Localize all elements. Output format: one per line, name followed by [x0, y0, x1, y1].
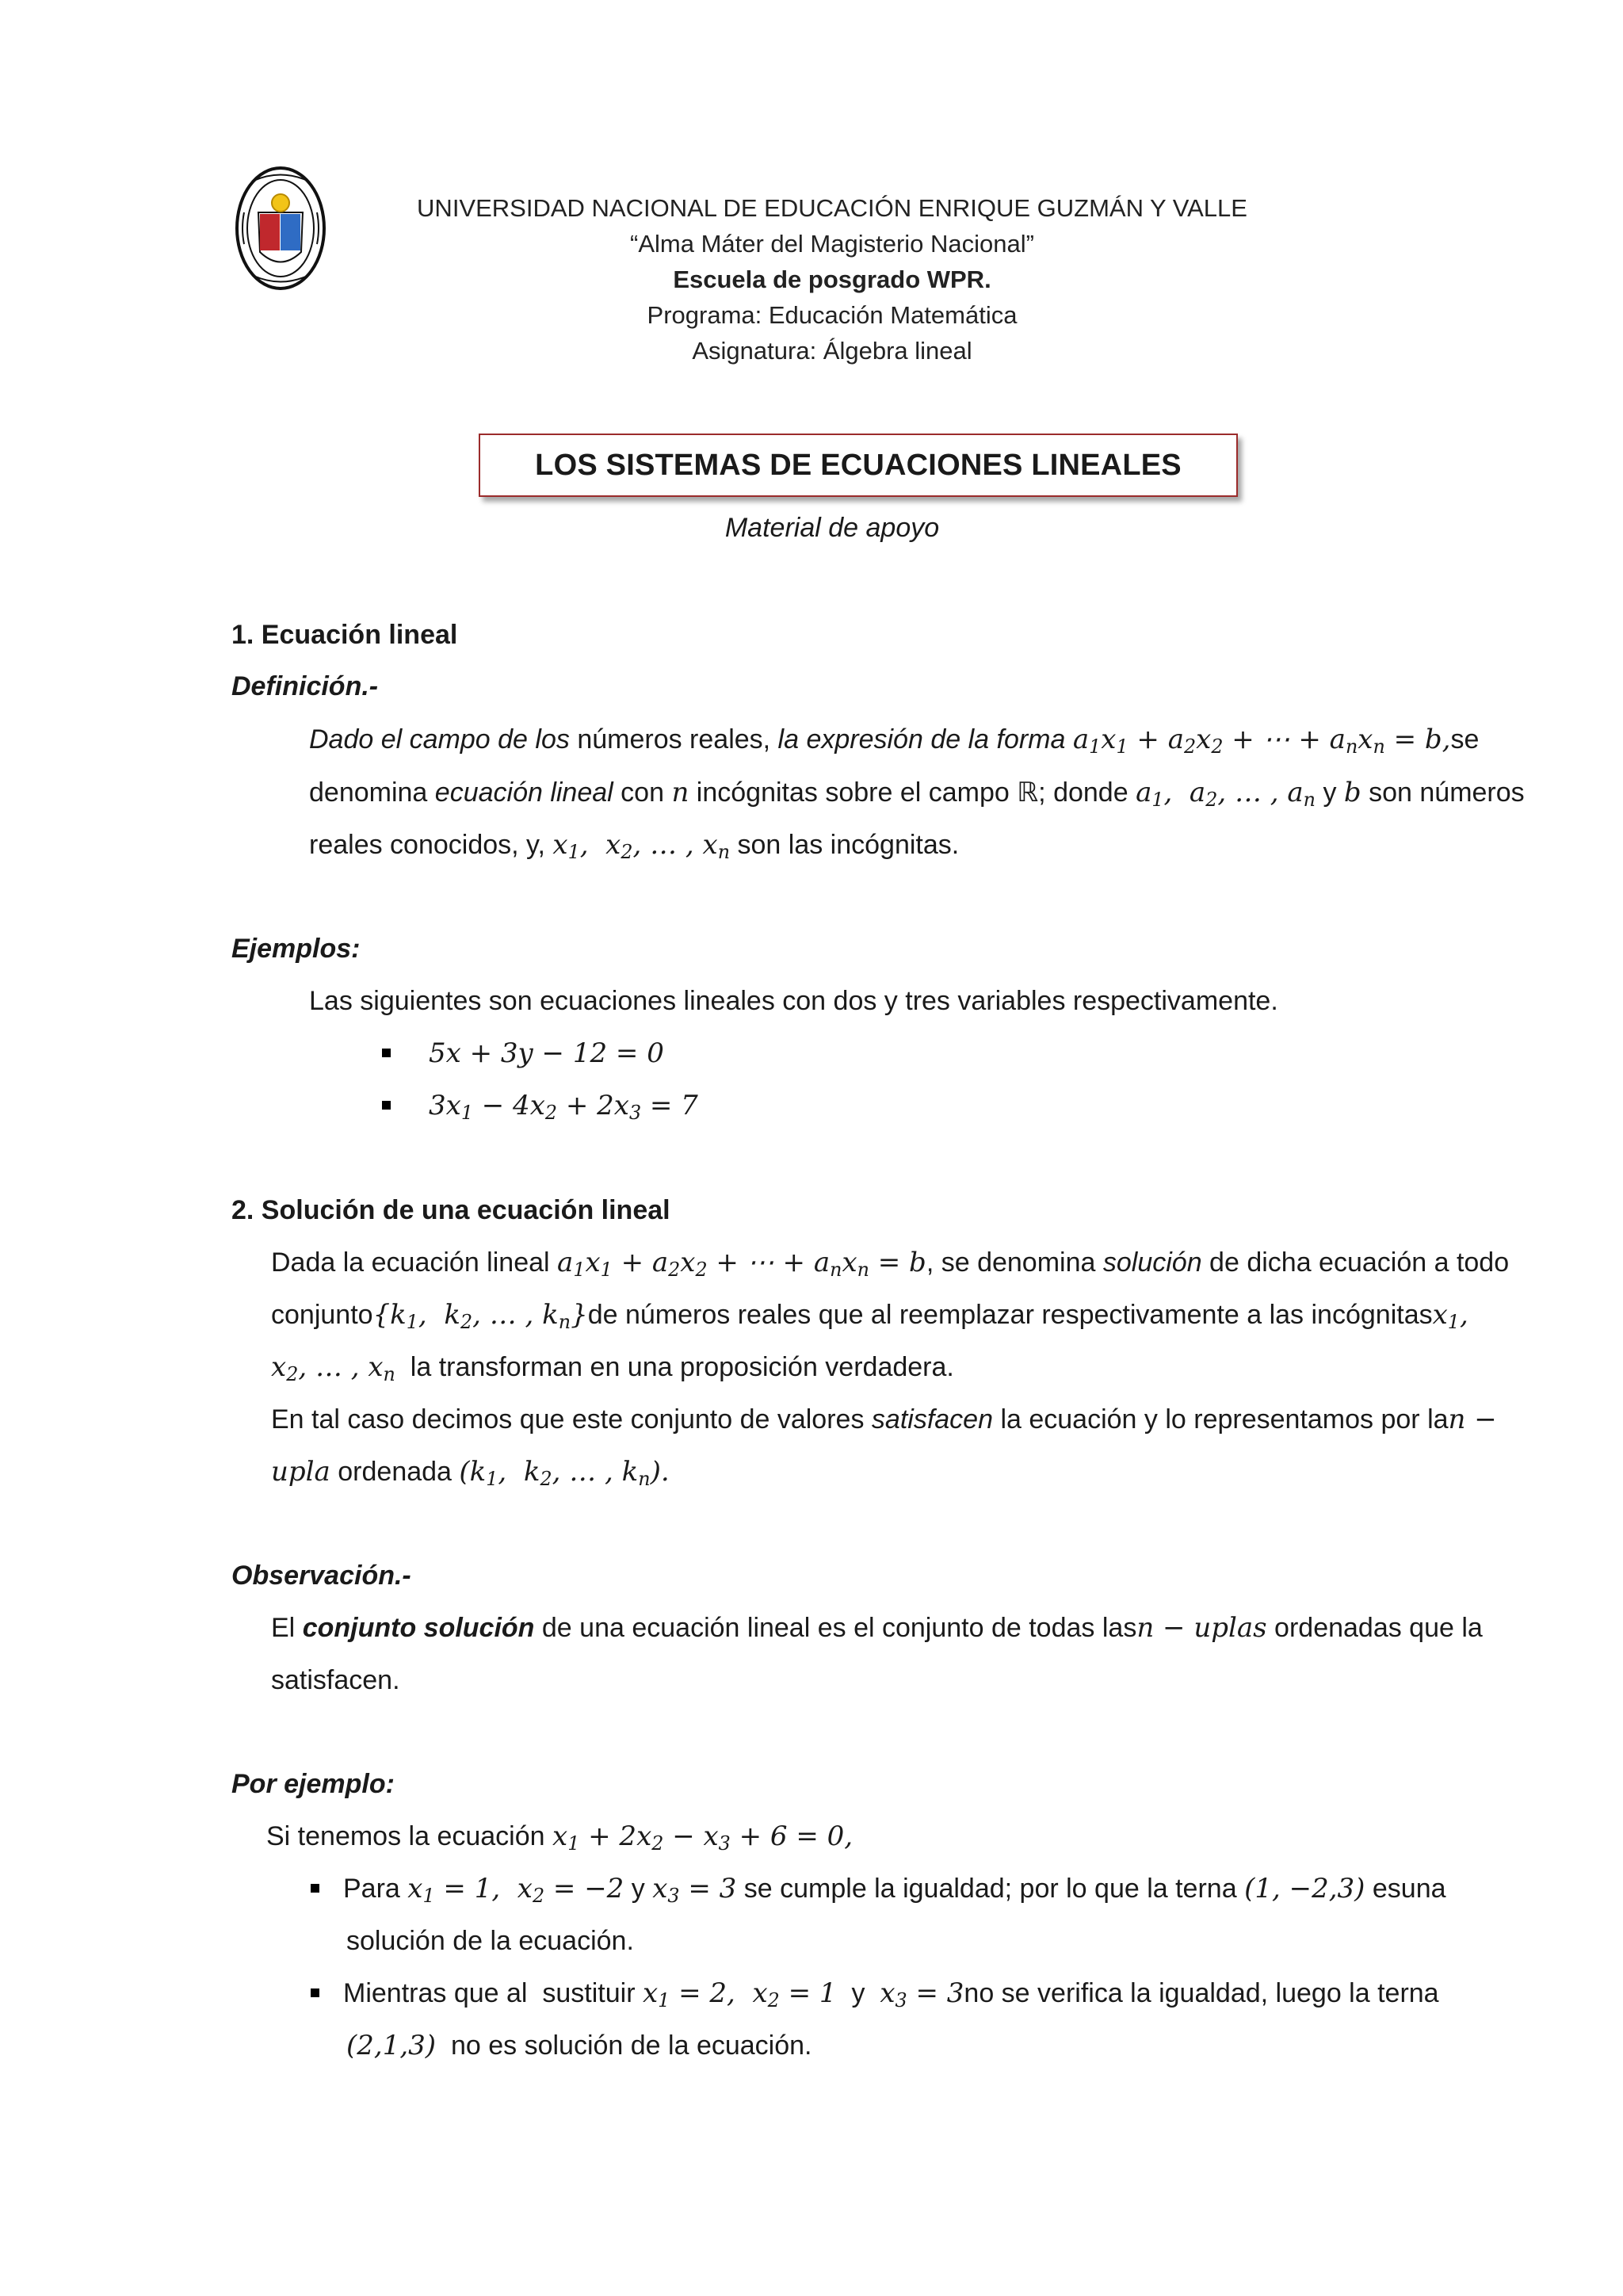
examples-label: Ejemplos: [231, 934, 361, 964]
bullet-2-line-1: Mientras que al sustituir $x_1 = 2$, $x_2 = 1$ y $x_3 = 3$ no se verifica la igualdad, luego la terna [311, 1977, 1431, 2016]
bullet-square-icon [382, 1049, 391, 1057]
section-2-heading: 2. Solución de una ecuación lineal [231, 1195, 670, 1225]
definition-line-2: denomina ecuación lineal con n incógnitas sobre el campo ℝ; donde $a_1$, $a_2$, … , $a_n$ y b son números [309, 777, 1525, 811]
document-subtitle: Material de apoyo [724, 513, 940, 543]
bullet-1-line-2: solución de la ecuación. [346, 1926, 634, 1956]
program-name: Programa: Educación Matemática [647, 301, 1018, 329]
definition-line-3: reales conocidos, y, $x_1$, $x_2$, … , $x_n$ son las incógnitas. [309, 829, 960, 863]
definition-label: Definición.- [231, 671, 379, 701]
example-equation-2: $3x_1 - 4x_2 + 2x_3 = 7$ [382, 1090, 698, 1129]
university-motto: “Alma Máter del Magisterio Nacional” [630, 230, 1034, 258]
example-equation-1: 5x + 3y − 12 = 0 [382, 1037, 664, 1069]
bullet-square-icon [382, 1101, 391, 1110]
solution-line-3: $x_2$, … , $x_n$ la transforman en una proposición verdadera. [271, 1351, 954, 1385]
bullet-2-line-2: (2,1,3) no es solución de la ecuación. [346, 2030, 812, 2061]
title-box [479, 434, 1238, 497]
bullet-1-line-1: Para $x_1 = 1$, $x_2 = -2$ y $x_3 = 3$ se cumple la igualdad; por lo que la terna (1, −2,3) es una [311, 1873, 1431, 1912]
observation-line-2: satisfacen. [271, 1665, 400, 1695]
document-title: LOS SISTEMAS DE ECUACIONES LINEALES [535, 448, 1182, 482]
bullet-square-icon [311, 1988, 319, 1997]
solution-line-2: conjunto {$k_1$, $k_2$, … , $k_n$} de números reales que al reemplazar respectivamente a las incógnitas $x_1$, [271, 1299, 1468, 1333]
observation-label: Observación.- [231, 1561, 411, 1591]
examples-intro: Las siguientes son ecuaciones lineales con dos y tres variables respectivamente. [309, 986, 1278, 1016]
university-name: UNIVERSIDAD NACIONAL DE EDUCACIÓN ENRIQUE GUZMÁN Y VALLE [417, 194, 1247, 222]
section-1-heading: 1. Ecuación lineal [231, 620, 458, 650]
example-label: Por ejemplo: [231, 1769, 395, 1799]
course-name: Asignatura: Álgebra lineal [692, 337, 972, 365]
general-linear-equation: $a_1x_1 + a_2x_2$ + ⋯ + $a_nx_n = b$, [1072, 724, 1451, 758]
university-seal-logo [235, 165, 327, 292]
solution-line-1: Dada la ecuación lineal $a_1x_1 + a_2x_2$ + ⋯ + $a_nx_n = b$, se denomina solución de dicha ecuación a todo [271, 1247, 1510, 1281]
school-name: Escuela de posgrado WPR. [673, 266, 991, 293]
document-header [333, 190, 1331, 369]
solution-line-5: upla ordenada ($k_1$, $k_2$, … , $k_n$). [271, 1456, 670, 1490]
definition-line-1: Dado el campo de los números reales, la expresión de la forma $a_1x_1 + a_2x_2$ + ⋯ + $a_nx_n = b$, se [309, 724, 1480, 758]
observation-line-1: El conjunto solución de una ecuación lineal es el conjunto de todas las n − uplas ordenadas que la [271, 1612, 1483, 1644]
bullet-square-icon [311, 1884, 319, 1893]
solution-line-4: En tal caso decimos que este conjunto de valores satisfacen la ecuación y lo representamos por la n − [271, 1404, 1497, 1435]
example-intro-line: Si tenemos la ecuación $x_1 + 2x_2 - x_3 + 6 = 0$, [266, 1820, 854, 1855]
